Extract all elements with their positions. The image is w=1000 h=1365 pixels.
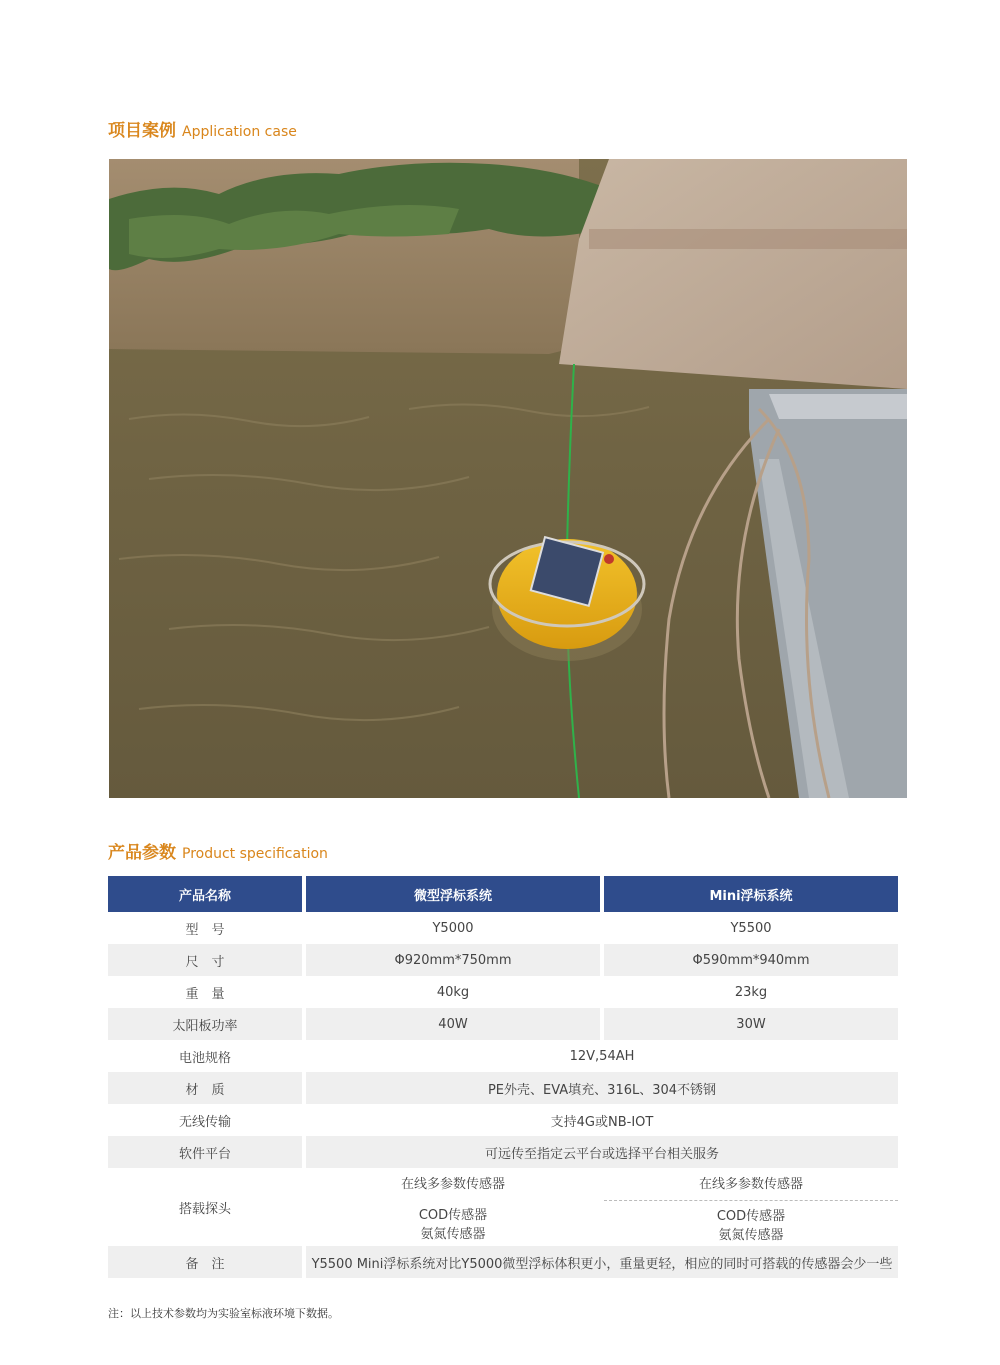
spec-table [104, 876, 902, 1278]
cell-shared: 支持4G或NB-IOT [306, 1104, 898, 1136]
probe-multiparam: 在线多参数传感器 [698, 1176, 803, 1192]
table-row-probes [108, 1168, 898, 1246]
section-title-en: Product specification [182, 846, 328, 862]
cell-shared: 可远传至指定云平台或选择平台相关服务 [306, 1136, 898, 1168]
table-row [108, 1246, 898, 1278]
cell-micro: 40kg [306, 976, 600, 1008]
row-label: 材 质 [108, 1072, 302, 1104]
table-row [108, 976, 898, 1008]
header-product-name: 产品名称 [108, 876, 302, 912]
table-row [108, 1104, 898, 1136]
cell-micro: Φ920mm*750mm [306, 944, 600, 976]
table-row [108, 1008, 898, 1040]
buoy-photo [109, 159, 907, 798]
row-label: 型 号 [108, 912, 302, 944]
buoy-photo-illustration [109, 159, 907, 798]
row-label: 软件平台 [108, 1136, 302, 1168]
cell-shared: 12V,54AH [306, 1040, 898, 1072]
row-label: 太阳板功率 [108, 1008, 302, 1040]
probe-cod: COD传感器 [716, 1208, 786, 1224]
cell-mini-probes [604, 1168, 898, 1246]
cell-mini: Φ590mm*940mm [604, 944, 898, 976]
section-title-zh: 产品参数 [108, 843, 176, 863]
cell-mini: 30W [604, 1008, 898, 1040]
row-label: 搭载探头 [108, 1168, 302, 1246]
section-title-application [108, 116, 297, 141]
header-mini-buoy: Mini浮标系统 [604, 876, 898, 912]
row-label: 无线传输 [108, 1104, 302, 1136]
cell-mini: 23kg [604, 976, 898, 1008]
table-row [108, 1040, 898, 1072]
footnote: 注：以上技术参数均为实验室标液环境下数据。 [108, 1307, 339, 1320]
table-row [108, 1136, 898, 1168]
cell-micro: Y5000 [306, 912, 600, 944]
row-label: 重 量 [108, 976, 302, 1008]
probe-ammonia: 氨氮传感器 [718, 1227, 784, 1243]
header-micro-buoy: 微型浮标系统 [306, 876, 600, 912]
section-title-specification [108, 838, 328, 863]
section-title-en: Application case [182, 124, 297, 140]
table-row [108, 912, 898, 944]
table-row [108, 944, 898, 976]
row-label: 备 注 [108, 1246, 302, 1278]
cell-remark: Y5500 Mini浮标系统对比Y5000微型浮标体积更小，重量更轻，相应的同时可搭载的传感器会少一些 [306, 1246, 898, 1278]
cell-mini: Y5500 [604, 912, 898, 944]
row-label: 尺 寸 [108, 944, 302, 976]
table-row [108, 1072, 898, 1104]
cell-micro: 40W [306, 1008, 600, 1040]
cell-micro-probes [306, 1168, 600, 1246]
section-title-zh: 项目案例 [108, 121, 176, 141]
probe-multiparam: 在线多参数传感器 [400, 1177, 505, 1192]
cell-shared: PE外壳、EVA填充、316L、304不锈钢 [306, 1072, 898, 1104]
row-label: 电池规格 [108, 1040, 302, 1072]
probe-ammonia: 氨氮传感器 [420, 1227, 486, 1242]
probe-cod: COD传感器 [418, 1208, 488, 1223]
